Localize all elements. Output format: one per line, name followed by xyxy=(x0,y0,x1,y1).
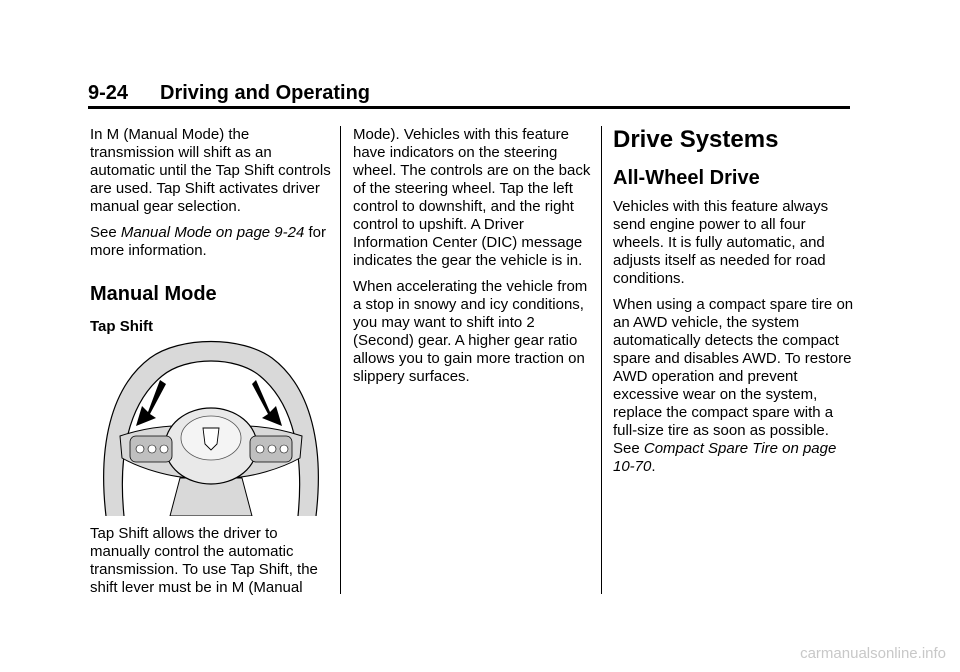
column-1 xyxy=(90,126,335,336)
column-divider-1 xyxy=(340,126,341,594)
tap-shift-paragraph: Tap Shift allows the driver to manually control the automatic transmission. To use Tap Shift, the shift lever must be in M (Manual xyxy=(90,525,318,596)
spare-body: When using a compact spare tire on an AWD vehicle, the system automatically detects the compact spare and disables AWD. To restore AWD operation and prevent excessive wear on the system, replace the compact spare with a full-size tire as soon as possible. xyxy=(613,296,854,439)
spare-see: See xyxy=(613,440,644,457)
column-3 xyxy=(613,126,858,484)
see-prefix: See xyxy=(90,224,121,241)
column-2 xyxy=(353,126,593,394)
page-number: 9-24 xyxy=(88,82,129,104)
heading-manual-mode: Manual Mode xyxy=(90,283,217,305)
compact-spare-link[interactable]: Compact Spare Tire on page 10-70 xyxy=(613,440,837,475)
column-divider-2 xyxy=(601,126,602,594)
tap-shift-description xyxy=(90,525,335,597)
watermark: carmanualsonline.info xyxy=(800,645,946,662)
see-suffix: for more information. xyxy=(90,224,327,259)
heading-all-wheel-drive: All-Wheel Drive xyxy=(613,167,760,189)
page-header xyxy=(88,82,850,108)
snow-ice-advice: When accelerating the vehicle from a stop in snowy and icy conditions, you may want to shift into 2 (Second) gear. A higher gear ratio allows you to gain more traction on slippery surfaces. xyxy=(353,278,588,385)
awd-description: Vehicles with this feature always send engine power to all four wheels. It is fully automatic, and adjusts itself as needed for road conditions. xyxy=(613,198,829,287)
section-title: Driving and Operating xyxy=(160,82,371,104)
spare-end: . xyxy=(651,458,656,475)
manual-mode-intro: In M (Manual Mode) the transmission will shift as an automatic until the Tap Shift controls are used. Tap Shift activates driver manual gear selection. xyxy=(90,126,331,215)
header-rule xyxy=(88,106,850,109)
manual-mode-link[interactable]: Manual Mode on page 9-24 xyxy=(120,224,305,241)
heading-tap-shift: Tap Shift xyxy=(90,318,154,335)
heading-drive-systems: Drive Systems xyxy=(613,126,779,153)
tap-shift-continued: Mode). Vehicles with this feature have indicators on the steering wheel. The controls are on the back of the steering wheel. Tap the left control to downshift, and the right control to upshift. A Driver Information Center (DIC) message indicates the gear the vehicle is in. xyxy=(353,126,591,269)
compact-spare-paragraph xyxy=(613,296,858,476)
steering-wheel-illustration xyxy=(100,328,322,516)
see-reference xyxy=(90,224,335,260)
